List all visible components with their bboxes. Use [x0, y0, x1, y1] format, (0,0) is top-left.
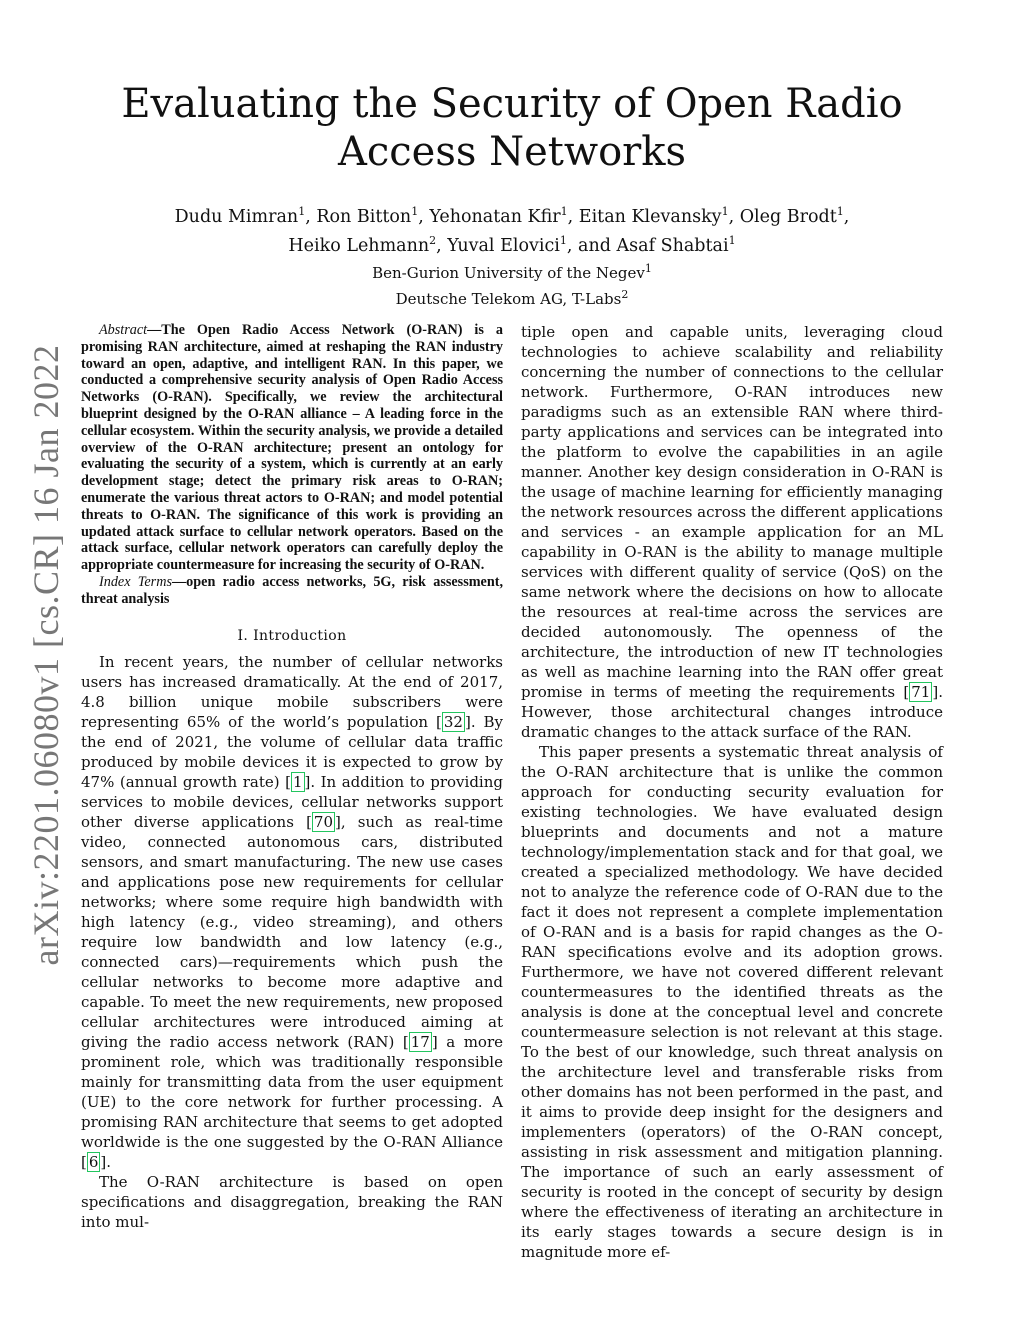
right-paragraph-1: tiple open and capable units, leveraging cloud technologies to achieve scalability and reliability concerning the number of connections to the cellular network. Furthermore, O-RAN introduces new paradigms such as an extensible RAN where third-party applications and services can be integrated into the platform to evolve the capabilities in an agile manner. Another key design consideration in O-RAN is the usage of machine learning for efficiently managing the network resources across the different applications and services - an example application for an ML capability in O-RAN is the ability to manage multiple services with different quality of service (QoS) on the same network where the decisions on how to allocate the resources at real-time across the services are decided autonomously. The openness of the architecture, the introduction of new IT technologies as well as machine learning into the RAN offer great promise in terms of meeting the requirements [ 71 ]. However, those architectural changes introduce dramatic changes to the attack surface of the RAN. — [521, 323, 943, 741]
citation-link[interactable]: 1 — [292, 772, 303, 791]
right-column — [521, 322, 943, 1262]
left-column — [81, 322, 503, 1232]
author-name: Yuval Elovici — [447, 235, 560, 256]
section-heading-introduction: I. Introduction — [237, 627, 347, 644]
arxiv-stamp — [18, 344, 74, 966]
author-name: Ron Bitton — [316, 206, 412, 227]
intro-paragraph-2: The O-RAN architecture is based on open specifications and disaggregation, breaking the RAN into mul- — [81, 1172, 503, 1231]
index-terms-text: —open radio access networks, 5G, risk assessment, threat analysis — [81, 573, 503, 607]
author-line-2: Heiko Lehmann$^2$, Yuval Elovici$^1$, and Asaf Shabtai$^1$ — [288, 233, 736, 256]
right-paragraph-2: This paper presents a systematic threat analysis of the O-RAN architecture that is unlike the common approach for conducting security evaluation for existing technologies. We have evaluated design blueprints and documents and not a mature technology/implementation stack and for that goal, we created a specialized methodology. We have decided not to analyze the reference code of O-RAN due to the fact it does not represent a complete implementation of O-RAN and is a basis for rapid changes as the O-RAN specifications evolve and its adoption grows. Furthermore, we have not covered different relevant countermeasures to the identified threats as the analysis is done at the conceptual level and concrete countermeasure selection is not relevant at this stage. To the best of our knowledge, such threat analysis on the architecture level and transferable risks from other domains has not been performed in the past, and it aims to provide deep insight for the designers and implementers (operators) of the O-RAN concept, assisting in risk assessment and mitigation planning. The importance of such an early assessment of security is rooted in the concept of security by design where the effectiveness of iterating an architecture in its early stages towards a secure design is in magnitude more ef- — [521, 743, 943, 1261]
author-name: Dudu Mimran — [174, 206, 299, 227]
abstract-text: —The Open Radio Access Network (O-RAN) is a promising RAN architecture, aimed at reshaping the RAN industry toward an open, adaptive, and intelligent RAN. In this paper, we conducted a comprehensive security analysis of Open Radio Access Networks (O-RAN). Specifically, we review the architectural blueprint designed by the O-RAN alliance – A leading force in the cellular ecosystem. Within the security analysis, we provide a detailed overview of the O-RAN architecture; present an ontology for evaluating the security of a system, which is currently at an early development stage; detect the primary risk areas to O-RAN; enumerate the various threat actors to O-RAN; and model potential threats to O-RAN. The significance of this work is providing an updated attack surface to cellular network operators. Based on the attack surface, cellular network operators can carefully deploy the appropriate countermeasure for increasing the security of O-RAN. — [81, 322, 503, 574]
citation-link[interactable]: 17 — [410, 1032, 430, 1051]
citation-link[interactable]: 6 — [88, 1152, 99, 1171]
affiliation-1: Ben-Gurion University of the Negev$^1$ — [372, 261, 652, 282]
citation-link[interactable]: 32 — [443, 712, 463, 731]
index-terms — [81, 574, 503, 608]
abstract — [81, 322, 503, 574]
author-name: Oleg Brodt — [739, 206, 837, 227]
citation-link[interactable]: 70 — [313, 812, 334, 831]
intro-paragraph-1: In recent years, the number of cellular networks users has increased dramatically. At the end of 2017, 4.8 billion unique mobile subscribers were representing 65% of the world’s population [ 32 ]. By the end of 2021, the volume of cellular data traffic produced by mobile devices it is expected to grow by 47% (annual growth rate) [ 1 ]. In addition to providing services to mobile devices, cellular networks support other diverse applications [ 70 ], such as real-time video, connected autonomous cars, distributed sensors, and smart manufacturing. The new use cases and applications pose new requirements for cellular networks; where some require high bandwidth with high latency (e.g., video streaming), and others require low bandwidth and low latency (e.g., connected cars)—requirements which push the cellular networks to become more adaptive and capable. To meet the new requirements, new proposed cellular architectures were introduced aiming at giving the radio access network (RAN) [ 17 ] a more prominent role, which was traditionally responsible mainly for transmitting data from the user equipment (UE) to the core network for further processing. A promising RAN architecture that seems to get adopted worldwide is the one suggested by the O-RAN Alliance [ 6 ]. — [81, 652, 504, 1171]
index-terms-lead: Index Terms — [99, 573, 172, 590]
author-and: and — [578, 235, 611, 256]
author-name: Eitan Klevansky — [578, 206, 722, 227]
paper-title: Evaluating the Security of Open Radio Access Networks — [121, 81, 903, 175]
affiliation-2: Deutsche Telekom AG, T-Labs$^2$ — [395, 287, 629, 308]
arxiv-stamp-text: arXiv:2201.06080v1 [cs.CR] 16 Jan 2022 — [26, 344, 66, 966]
author-line-1: Dudu Mimran$^1$, Ron Bitton$^1$, Yehonatan Kfir$^1$, Eitan Klevansky$^1$, Oleg Brodt$^1$, — [174, 205, 850, 227]
author-name: Yehonatan Kfir — [429, 206, 561, 227]
abstract-lead: Abstract — [99, 322, 148, 338]
author-name: Asaf Shabtai — [616, 235, 729, 256]
citation-link[interactable]: 71 — [911, 683, 931, 701]
author-block — [110, 200, 914, 310]
author-name: Heiko Lehmann — [288, 235, 430, 256]
